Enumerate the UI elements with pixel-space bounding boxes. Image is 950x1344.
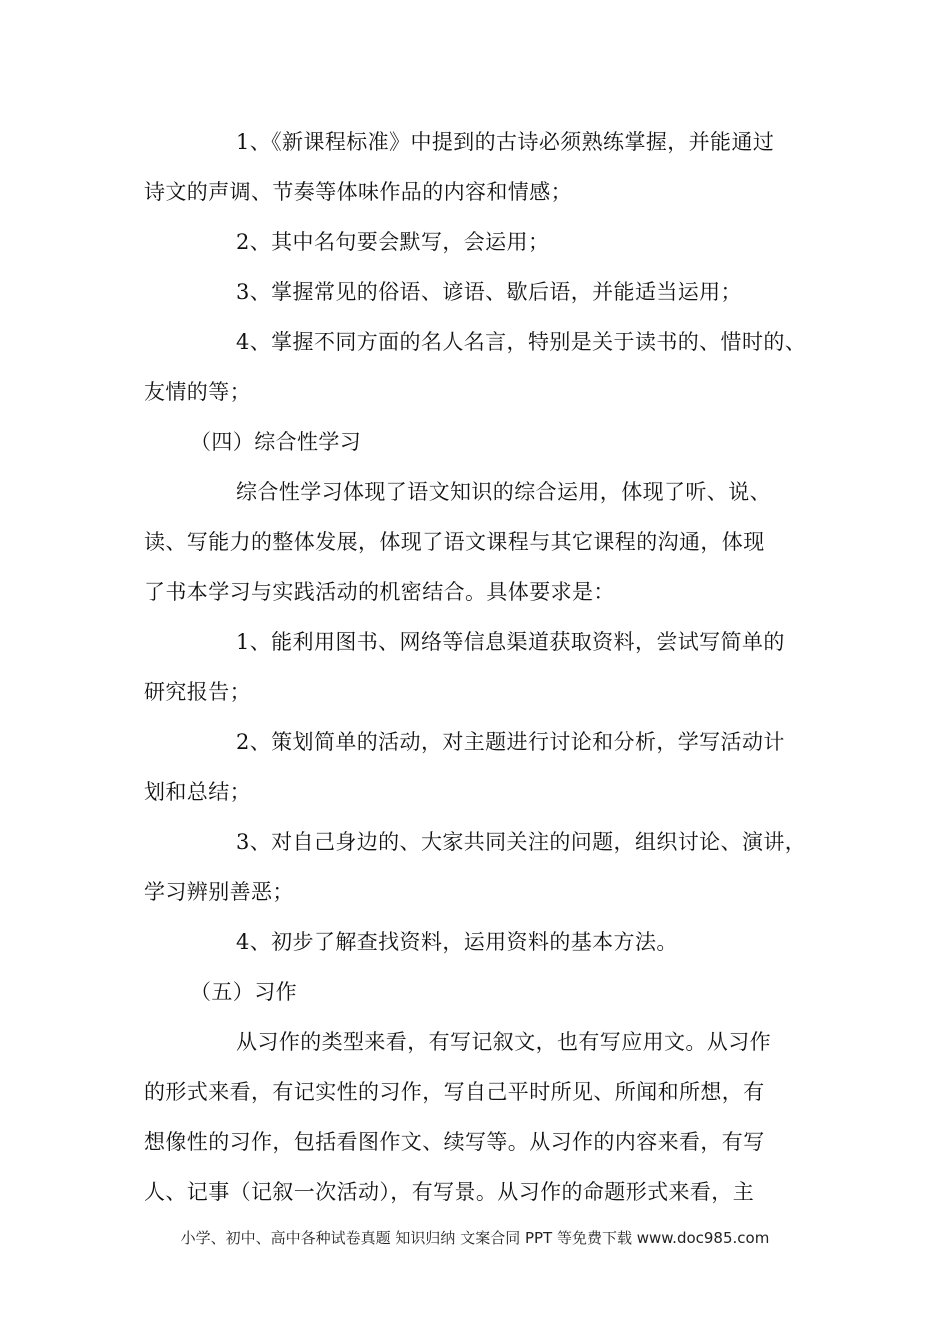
- text-line: 1、《新课程标准》中提到的古诗必须熟练掌握，并能通过: [236, 130, 775, 154]
- text-line: 2、其中名句要会默写，会运用；: [236, 230, 550, 254]
- text-line: 学习辨别善恶；: [144, 880, 294, 904]
- text-line: 3、对自己身边的、大家共同关注的问题，组织讨论、演讲，: [236, 830, 807, 854]
- footer-watermark: 小学、初中、高中各种试卷真题 知识归纳 文案合同 PPT 等免费下载 www.doc985.com: [180, 1229, 770, 1247]
- text-line: 1、能利用图书、网络等信息渠道获取资料，尝试写简单的: [236, 630, 785, 654]
- text-line: 3、掌握常见的俗语、谚语、歇后语，并能适当运用；: [236, 280, 742, 304]
- text-line: 了书本学习与实践活动的机密结合。具体要求是：: [144, 580, 615, 604]
- text-line: 划和总结；: [144, 780, 251, 804]
- text-line: 想像性的习作，包括看图作文、续写等。从习作的内容来看，有写: [144, 1130, 765, 1154]
- text-line: 4、初步了解查找资料，运用资料的基本方法。: [236, 930, 678, 954]
- section-heading: （五）习作: [190, 980, 297, 1004]
- text-line: 研究报告；: [144, 680, 251, 704]
- text-line: 的形式来看，有记实性的习作，写自己平时所见、所闻和所想，有: [144, 1080, 765, 1104]
- section-heading: （四）综合性学习: [190, 430, 362, 454]
- text-line: 诗文的声调、节奏等体味作品的内容和情感；: [144, 180, 572, 204]
- text-line: 4、掌握不同方面的名人名言，特别是关于读书的、惜时的、: [236, 330, 807, 354]
- text-line: 从习作的类型来看，有写记叙文，也有写应用文。从习作: [236, 1030, 771, 1054]
- text-line: 友情的等；: [144, 380, 251, 404]
- text-line: 人、记事（记叙一次活动），有写景。从习作的命题形式来看，主: [144, 1180, 755, 1204]
- text-line: 2、策划简单的活动，对主题进行讨论和分析，学写活动计: [236, 730, 785, 754]
- text-line: 读、写能力的整体发展，体现了语文课程与其它课程的沟通，体现: [144, 530, 765, 554]
- text-line: 综合性学习体现了语文知识的综合运用，体现了听、说、: [236, 480, 771, 504]
